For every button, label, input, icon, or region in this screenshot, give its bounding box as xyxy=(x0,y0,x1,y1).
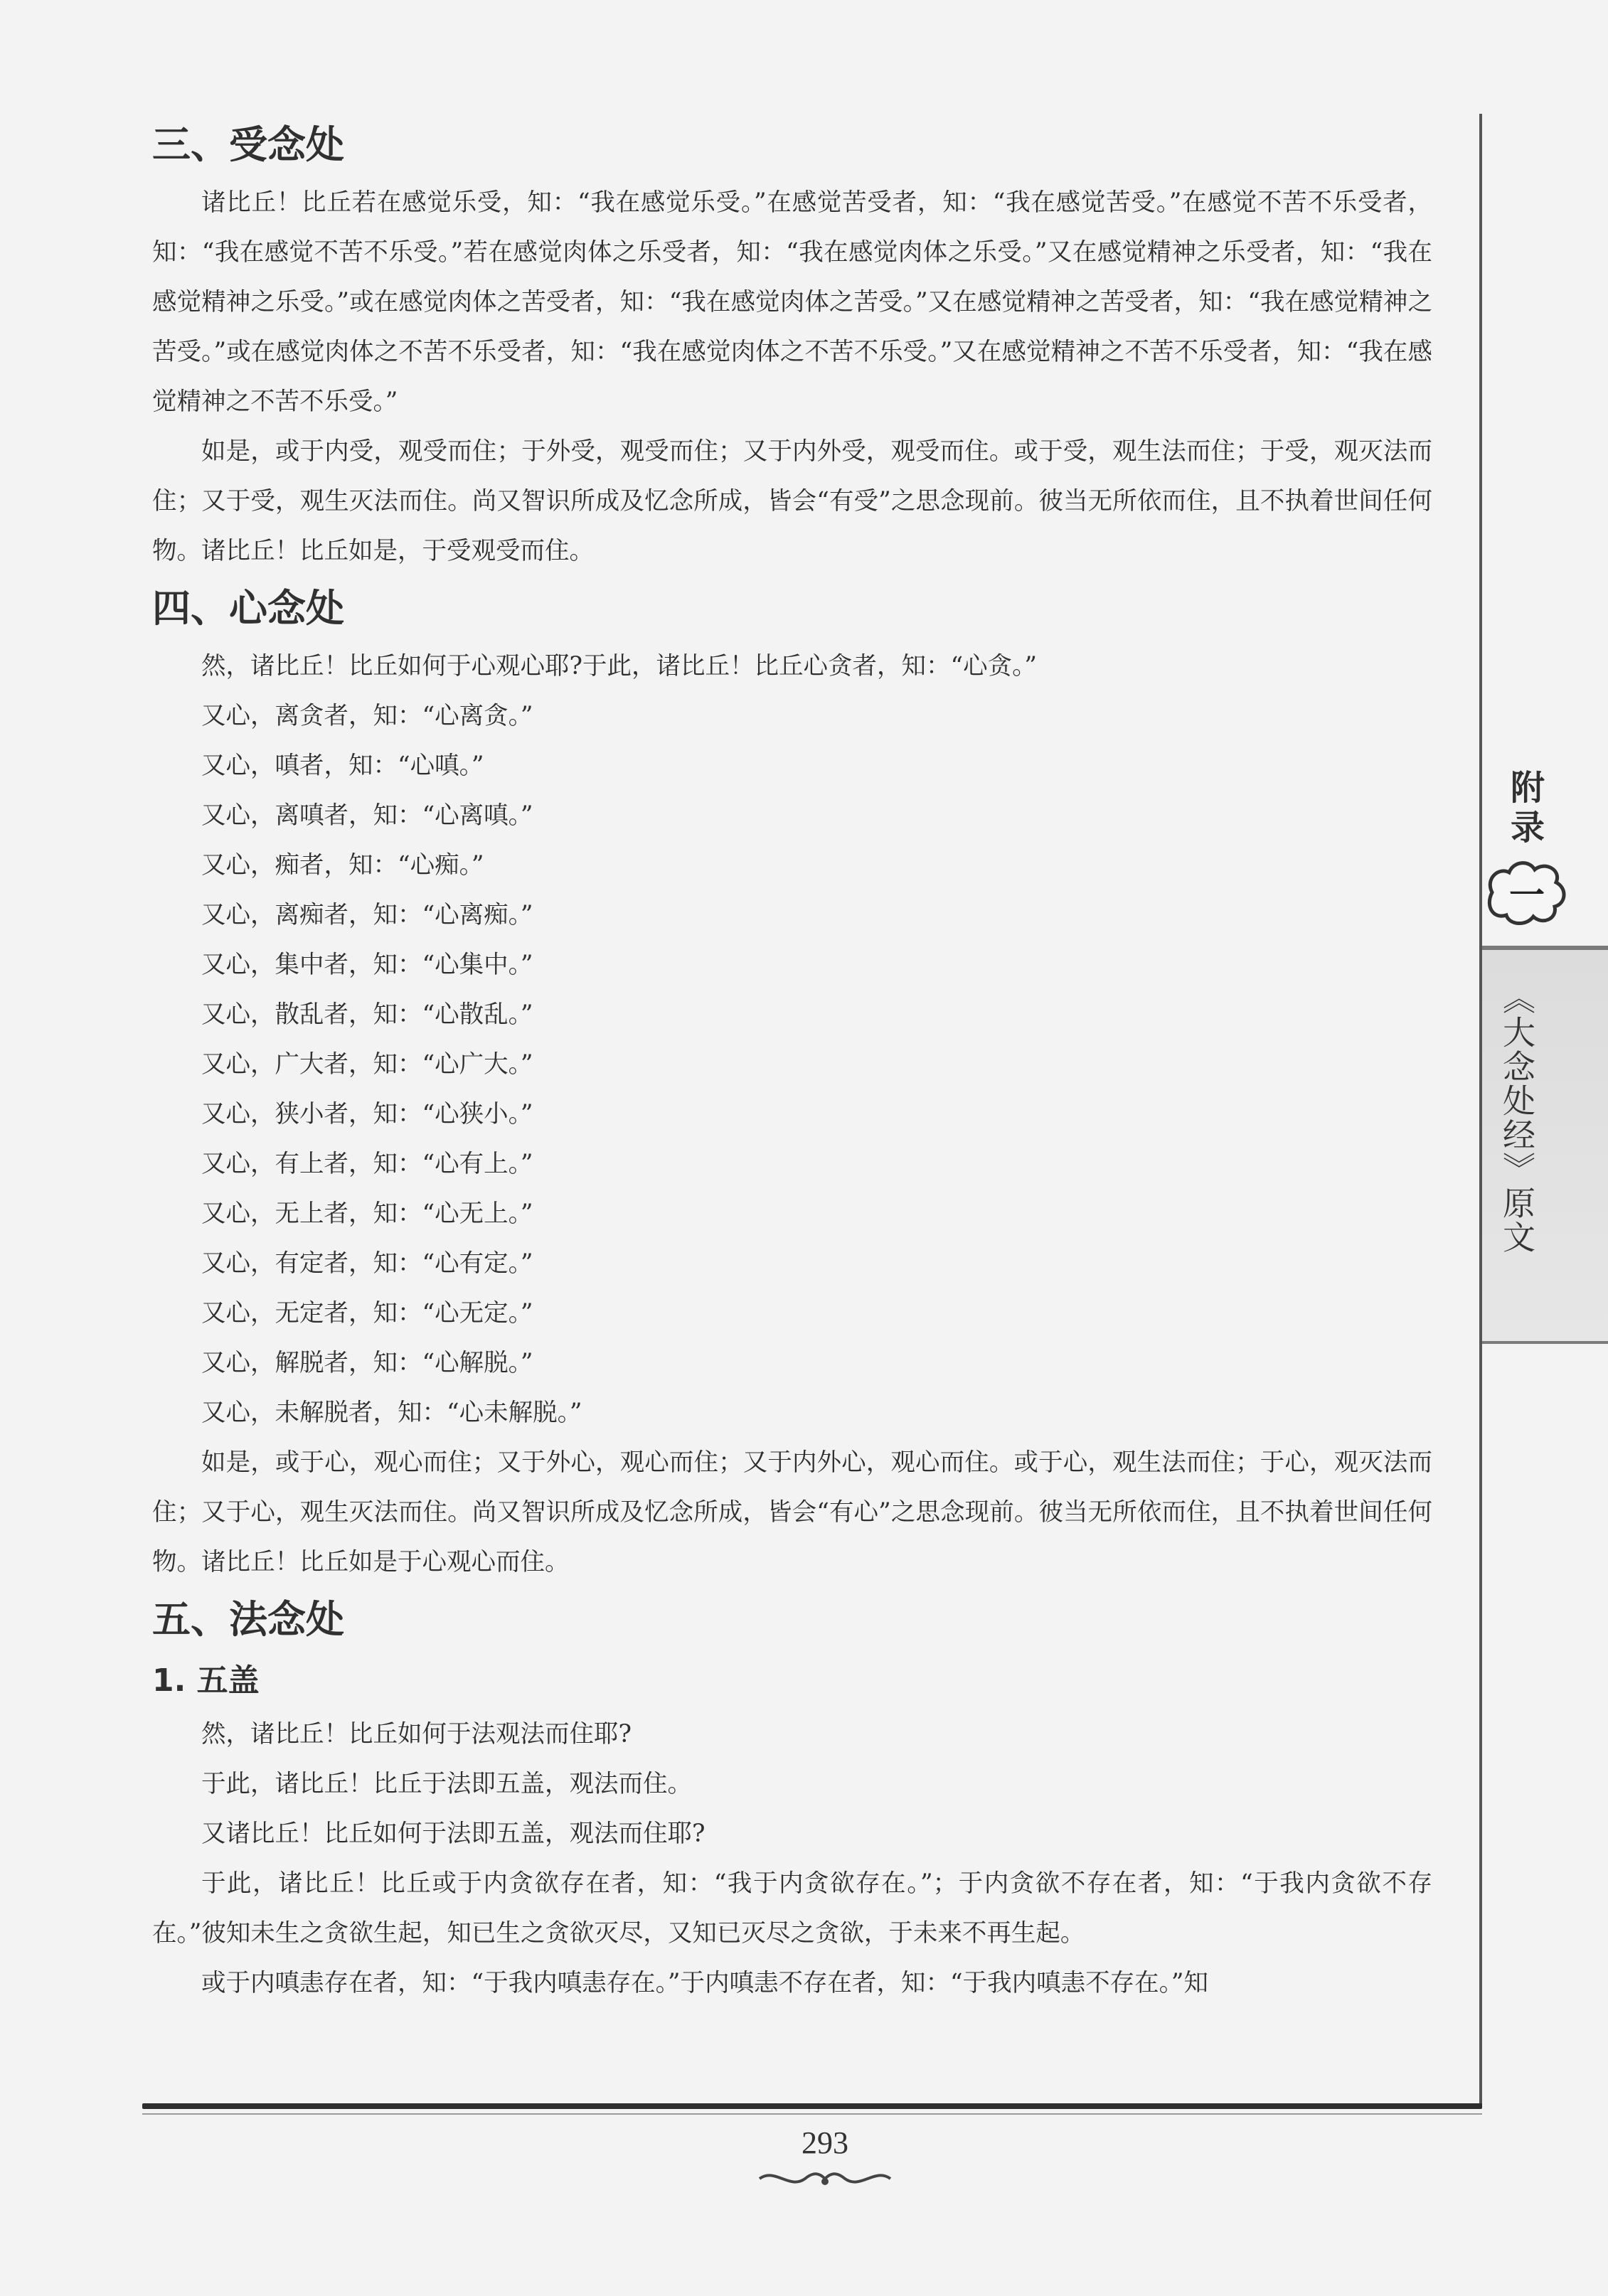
paragraph: 如是，或于内受，观受而住；于外受，观受而住；又于内外受，观受而住。或于受，观生法而住；于受，观灭法而住；又于受，观生灭法而住。尚又智识所成及忆念所成，皆会“有受”之思念现前。彼当无所依而住，且不执着世间任何物。诸比丘！比丘如是，于受观受而住。 xyxy=(152,437,1432,565)
list-item: 又心，嗔者，知：“心嗔。” xyxy=(201,752,484,780)
list-item: 然，诸比丘！比丘如何于心观心耶?于此，诸比丘！比丘心贪者，知：“心贪。” xyxy=(201,652,1038,680)
paragraph: 于此，诸比丘！比丘或于内贪欲存在者，知：“我于内贪欲存在。”；于内贪欲不存在者，知：“于我内贪欲不存在。”彼知未生之贪欲生起，知已生之贪欲灭尽，又知已灭尽之贪欲，于未来不再生起。 xyxy=(152,1869,1432,1948)
list-item: 又心，有定者，知：“心有定。” xyxy=(201,1249,533,1278)
section-title-5: 五、法念处 xyxy=(152,1597,344,1642)
list-item: 又心，离贪者，知：“心离贪。” xyxy=(201,702,533,730)
text-line: 于此，诸比丘！比丘于法即五盖，观法而住。 xyxy=(201,1770,692,1798)
list-item: 又心，离嗔者，知：“心离嗔。” xyxy=(201,801,533,830)
paragraph: 或于内嗔恚存在者，知：“于我内嗔恚存在。”于内嗔恚不存在者，知：“于我内嗔恚不存在。”知 xyxy=(201,1969,1209,1997)
list-item: 又心，散乱者，知：“心散乱。” xyxy=(201,1000,533,1029)
page-number: 293 xyxy=(802,2125,848,2160)
margin-tab-number: 一 xyxy=(1509,875,1545,916)
list-item: 又心，痴者，知：“心痴。” xyxy=(201,851,484,880)
list-item: 又心，狭小者，知：“心狭小。” xyxy=(201,1100,533,1128)
list-item: 又心，有上者，知：“心有上。” xyxy=(201,1150,533,1178)
footer-rule-thin xyxy=(142,2113,1482,2115)
paragraph: 诸比丘！比丘若在感觉乐受，知：“我在感觉乐受。”在感觉苦受者，知：“我在感觉苦受。”在感觉不苦不乐受者，知：“我在感觉不苦不乐受。”若在感觉肉体之乐受者，知：“我在感觉肉体之乐受。”又在感觉精神之乐受者，知：“我在感觉精神之乐受。”或在感觉肉体之苦受者，知：“我在感觉肉体之苦受。”又在感觉精神之苦受者，知：“我在感觉精神之苦受。”或在感觉肉体之不苦不乐受者，知：“我在感觉肉体之不苦不乐受。”又在感觉精神之不苦不乐受者，知：“我在感觉精神之不苦不乐受。” xyxy=(152,188,1432,416)
list-item: 又心，无定者，知：“心无定。” xyxy=(201,1299,533,1328)
list-item: 又心，集中者，知：“心集中。” xyxy=(201,951,533,979)
margin-tab-title: 《大念处经》原文 xyxy=(1498,981,1536,1254)
section-title-4: 四、心念处 xyxy=(152,586,344,631)
list-item: 又心，离痴者，知：“心离痴。” xyxy=(201,901,533,929)
mind-list xyxy=(152,641,1432,1438)
page-body xyxy=(152,112,1432,2008)
footer-rule xyxy=(142,2103,1482,2109)
list-item: 又心，解脱者，知：“心解脱。” xyxy=(201,1349,533,1377)
section-title-3: 三、受念处 xyxy=(152,122,344,167)
flourish-ornament-icon xyxy=(754,2166,896,2191)
text-line: 然，诸比丘！比丘如何于法观法而住耶? xyxy=(201,1720,632,1748)
margin-tab-label: 附录 xyxy=(1510,768,1545,848)
paragraph: 如是，或于心，观心而住；又于外心，观心而住；又于内外心，观心而住。或于心，观生法而住；于心，观灭法而住；又于心，观生灭法而住。尚又智识所成及忆念所成，皆会“有心”之思念现前。彼当无所依而住，且不执着世间任何物。诸比丘！比丘如是于心观心而住。 xyxy=(152,1448,1432,1576)
list-item: 又心，广大者，知：“心广大。” xyxy=(201,1050,533,1079)
list-item: 又心，无上者，知：“心无上。” xyxy=(201,1200,533,1228)
text-line: 又诸比丘！比丘如何于法即五盖，观法而住耶? xyxy=(201,1820,706,1848)
subsection-title: 1. 五盖 xyxy=(152,1662,260,1699)
list-item: 又心，未解脱者，知：“心未解脱。” xyxy=(201,1399,582,1427)
